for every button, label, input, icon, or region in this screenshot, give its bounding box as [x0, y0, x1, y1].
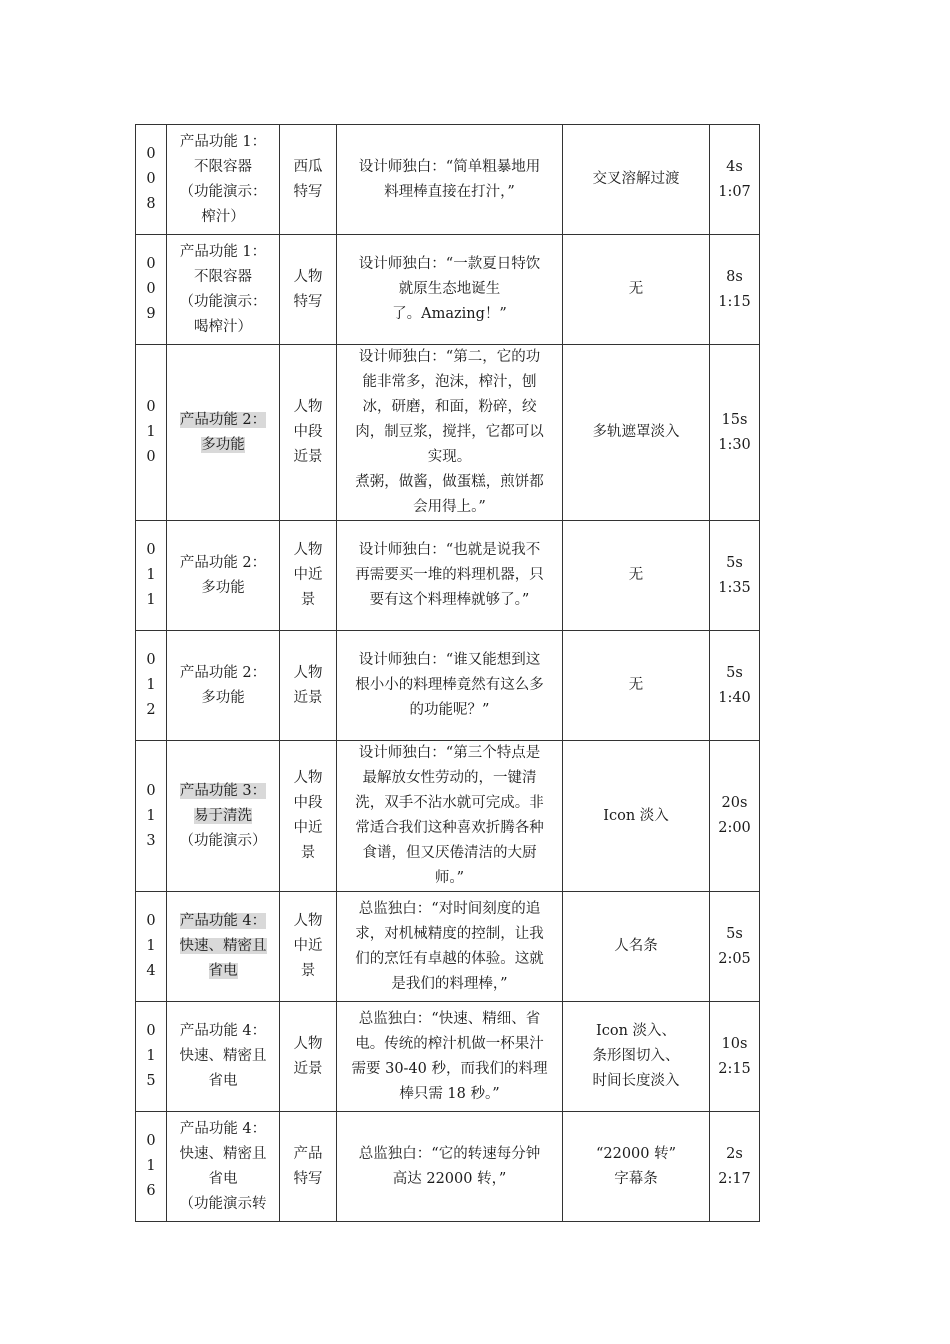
- product-function-cell: [167, 631, 280, 741]
- cell-text-line: 人物: [293, 268, 323, 285]
- cell-text-line: 煮粥，做酱，做蛋糕，煎饼都: [355, 474, 544, 490]
- cell-text-line: 景: [300, 845, 316, 861]
- cell-text-line: 设计师独白：“也就是说我不: [358, 542, 541, 558]
- effect-cell: [563, 1112, 710, 1222]
- cell-text-line: 人物: [293, 1035, 323, 1052]
- effect-cell: [563, 741, 710, 892]
- cell-text-line: 5s: [726, 554, 743, 571]
- cell-text-line: 省电: [208, 963, 238, 979]
- effect-cell: [563, 345, 710, 521]
- cell-text-line: 1: [146, 424, 156, 440]
- voiceover-cell: [337, 631, 563, 741]
- cell-text-line: 无: [628, 281, 644, 297]
- cell-text-line: 0: [146, 542, 156, 558]
- shot-type-cell: [280, 892, 337, 1002]
- cell-text-line: 多轨遮罩淡入: [592, 424, 680, 440]
- cell-text-line: 近景: [293, 1060, 323, 1077]
- shot-type-cell: [280, 521, 337, 631]
- cell-text-line: 人物: [293, 399, 323, 415]
- cell-text-line: 1: [146, 938, 156, 954]
- cell-text-line: 1:35: [718, 579, 751, 596]
- duration-cell: [710, 125, 760, 235]
- cell-text-line: 产品功能 1：: [179, 133, 267, 150]
- cell-text-line: 不限容器: [194, 268, 252, 285]
- table-body: [136, 125, 760, 1222]
- table-row: [136, 1002, 760, 1112]
- voiceover-cell: [337, 345, 563, 521]
- cell-text-line: 10s: [721, 1035, 748, 1052]
- cell-text-line: 5: [146, 1073, 156, 1089]
- product-function-cell: [167, 235, 280, 345]
- cell-text-line: 电。传统的榨汁机做一杯果汁: [355, 1035, 544, 1052]
- cell-text-line: 要有这个料理棒就够了。”: [369, 592, 530, 608]
- cell-text-line: 实现。: [427, 449, 472, 465]
- cell-text-line: （功能演示：: [179, 183, 267, 200]
- cell-text-line: 快速、精密且: [179, 1048, 267, 1064]
- shot-type-cell: [280, 345, 337, 521]
- product-function-cell: [167, 345, 280, 521]
- cell-text-line: 中段: [293, 424, 323, 440]
- cell-text-line: 中近: [293, 938, 323, 954]
- cell-text-line: 1:40: [718, 689, 751, 706]
- product-function-cell: [167, 1112, 280, 1222]
- cell-text-line: 0: [146, 1133, 156, 1149]
- shot-number-cell: [136, 521, 167, 631]
- cell-text-line: 6: [146, 1183, 156, 1199]
- product-function-cell: [167, 521, 280, 631]
- cell-text-line: 设计师独白：“一款夏日特饮: [358, 256, 541, 272]
- cell-text-line: 设计师独白：“谁又能想到这: [358, 652, 541, 668]
- cell-text-line: 0: [146, 281, 156, 297]
- cell-text-line: 多功能: [201, 689, 245, 706]
- product-function-cell: [167, 125, 280, 235]
- cell-text-line: Icon 淡入、: [595, 1023, 677, 1039]
- cell-text-line: 求，对机械精度的控制，让我: [355, 925, 544, 942]
- cell-text-line: 总监独白：“快速、精细、省: [358, 1010, 541, 1027]
- duration-cell: [710, 345, 760, 521]
- shot-number-cell: [136, 631, 167, 741]
- product-function-cell: [167, 1002, 280, 1112]
- cell-text-line: 人物: [293, 913, 323, 929]
- cell-text-line: 0: [146, 256, 156, 272]
- cell-text-line: 设计师独白：“第二，它的功: [358, 349, 541, 365]
- duration-cell: [710, 1002, 760, 1112]
- cell-text-line: 3: [146, 832, 156, 849]
- cell-text-line: 人名条: [614, 938, 658, 954]
- cell-text-line: 多功能: [201, 436, 245, 453]
- table-row: [136, 235, 760, 345]
- voiceover-cell: [337, 235, 563, 345]
- effect-cell: [563, 892, 710, 1002]
- cell-text-line: 喝榨汁）: [194, 318, 252, 335]
- effect-cell: [563, 631, 710, 741]
- cell-text-line: 中近: [293, 567, 323, 583]
- duration-cell: [710, 741, 760, 892]
- cell-text-line: 0: [146, 171, 156, 187]
- cell-text-line: 常适合我们这种喜欢折腾各种: [355, 820, 544, 836]
- cell-text-line: 2:15: [718, 1060, 751, 1077]
- cell-text-line: 再需要买一堆的料理机器，只: [355, 567, 544, 583]
- voiceover-cell: [337, 892, 563, 1002]
- cell-text-line: 0: [146, 399, 156, 415]
- cell-text-line: （功能演示转: [179, 1195, 267, 1212]
- cell-text-line: 近景: [293, 689, 323, 706]
- cell-text-line: 9: [146, 306, 156, 322]
- cell-text-line: 0: [146, 146, 156, 162]
- cell-text-line: 0: [146, 449, 156, 465]
- shot-script-table: [135, 124, 760, 1222]
- cell-text-line: Icon 淡入: [603, 807, 669, 824]
- cell-text-line: 总监独白：“它的转速每分钟: [358, 1145, 541, 1162]
- product-function-cell: [167, 892, 280, 1002]
- cell-text-line: 总监独白：“对时间刻度的追: [358, 900, 541, 917]
- cell-text-line: 条形图切入、: [592, 1048, 680, 1064]
- cell-text-line: 人物: [293, 770, 323, 786]
- table-row: [136, 1112, 760, 1222]
- cell-text-line: “22000 转”: [595, 1145, 677, 1162]
- cell-text-line: 无: [628, 567, 644, 583]
- table-row: [136, 741, 760, 892]
- cell-text-line: 1: [146, 807, 156, 824]
- cell-text-line: 榨汁）: [201, 208, 245, 225]
- cell-text-line: 棒只需 18 秒。”: [399, 1085, 500, 1102]
- cell-text-line: 产品功能 4：: [179, 913, 267, 929]
- cell-text-line: 根小小的料理棒竟然有这么多: [355, 677, 544, 693]
- product-function-cell: [167, 741, 280, 892]
- effect-cell: [563, 125, 710, 235]
- cell-text-line: 洗，双手不沾水就可完成。非: [355, 795, 544, 811]
- cell-text-line: （功能演示：: [179, 293, 267, 310]
- cell-text-line: 省电: [208, 1073, 238, 1089]
- cell-text-line: 产品功能 3：: [179, 782, 267, 799]
- cell-text-line: 师。”: [434, 870, 465, 886]
- cell-text-line: 2: [146, 702, 156, 718]
- shot-number-cell: [136, 1002, 167, 1112]
- cell-text-line: 2s: [726, 1145, 743, 1162]
- duration-cell: [710, 892, 760, 1002]
- cell-text-line: 特写: [293, 293, 323, 310]
- cell-text-line: 多功能: [201, 579, 245, 596]
- cell-text-line: 8: [146, 196, 156, 212]
- cell-text-line: 需要 30-40 秒，而我们的料理: [351, 1060, 548, 1077]
- cell-text-line: 特写: [293, 1170, 323, 1187]
- voiceover-cell: [337, 741, 563, 892]
- duration-cell: [710, 235, 760, 345]
- duration-cell: [710, 521, 760, 631]
- shot-type-cell: [280, 631, 337, 741]
- cell-text-line: 15s: [721, 411, 748, 428]
- cell-text-line: 2:00: [718, 820, 751, 836]
- cell-text-line: 西瓜: [293, 158, 323, 175]
- cell-text-line: 是我们的料理棒，”: [391, 975, 508, 992]
- cell-text-line: 1: [146, 567, 156, 583]
- cell-text-line: 景: [300, 963, 316, 979]
- shot-type-cell: [280, 741, 337, 892]
- cell-text-line: 8s: [726, 268, 743, 285]
- cell-text-line: 人物: [293, 664, 323, 681]
- shot-type-cell: [280, 125, 337, 235]
- cell-text-line: 快速、精密且: [179, 938, 267, 954]
- cell-text-line: 设计师独白：“简单粗暴地用: [358, 158, 541, 175]
- cell-text-line: 字幕条: [614, 1170, 658, 1187]
- shot-type-cell: [280, 1112, 337, 1222]
- cell-text-line: 中近: [293, 820, 323, 836]
- shot-type-cell: [280, 235, 337, 345]
- voiceover-cell: [337, 1002, 563, 1112]
- cell-text-line: 了。Amazing！”: [392, 306, 507, 322]
- cell-text-line: 2:05: [718, 950, 751, 967]
- cell-text-line: 就原生态地诞生: [398, 281, 501, 297]
- shot-type-cell: [280, 1002, 337, 1112]
- effect-cell: [563, 1002, 710, 1112]
- cell-text-line: 高达 22000 转，”: [392, 1170, 507, 1187]
- cell-text-line: 1: [146, 1158, 156, 1174]
- cell-text-line: 易于清洗: [194, 807, 252, 824]
- cell-text-line: 最解放女性劳动的，一键清: [362, 770, 537, 786]
- table-row: [136, 631, 760, 741]
- cell-text-line: 0: [146, 782, 156, 799]
- cell-text-line: 产品功能 2：: [179, 664, 267, 681]
- cell-text-line: （功能演示）: [179, 832, 267, 849]
- effect-cell: [563, 521, 710, 631]
- effect-cell: [563, 235, 710, 345]
- cell-text-line: 2:17: [718, 1170, 751, 1187]
- cell-text-line: 1: [146, 592, 156, 608]
- cell-text-line: 产品功能 4：: [179, 1120, 267, 1137]
- cell-text-line: 0: [146, 652, 156, 668]
- cell-text-line: 5s: [726, 925, 743, 942]
- cell-text-line: 5s: [726, 664, 743, 681]
- cell-text-line: 产品: [293, 1145, 323, 1162]
- cell-text-line: 食谱，但又厌倦清洁的大厨: [362, 845, 537, 861]
- table-row: [136, 892, 760, 1002]
- table-row: [136, 125, 760, 235]
- cell-text-line: 省电: [208, 1170, 238, 1187]
- cell-text-line: 特写: [293, 183, 323, 200]
- cell-text-line: 时间长度淡入: [592, 1073, 680, 1089]
- cell-text-line: 快速、精密且: [179, 1145, 267, 1162]
- shot-number-cell: [136, 345, 167, 521]
- cell-text-line: 4: [146, 963, 156, 979]
- cell-text-line: 4s: [726, 158, 743, 175]
- table-row: [136, 345, 760, 521]
- cell-text-line: 1:30: [718, 436, 751, 453]
- voiceover-cell: [337, 1112, 563, 1222]
- cell-text-line: 会用得上。”: [413, 499, 486, 515]
- cell-text-line: 0: [146, 1023, 156, 1039]
- cell-text-line: 交叉溶解过渡: [592, 171, 680, 187]
- table-row: [136, 521, 760, 631]
- cell-text-line: 产品功能 4：: [179, 1023, 267, 1039]
- cell-text-line: 产品功能 2：: [179, 554, 267, 571]
- cell-text-line: 们的烹饪有卓越的体验。这就: [355, 950, 544, 967]
- cell-text-line: 产品功能 1：: [179, 243, 267, 260]
- voiceover-cell: [337, 521, 563, 631]
- duration-cell: [710, 631, 760, 741]
- cell-text-line: 20s: [721, 795, 748, 811]
- shot-number-cell: [136, 235, 167, 345]
- cell-text-line: 1:15: [718, 293, 751, 310]
- cell-text-line: 1: [146, 1048, 156, 1064]
- voiceover-cell: [337, 125, 563, 235]
- cell-text-line: 无: [628, 677, 644, 693]
- cell-text-line: 产品功能 2：: [179, 411, 267, 428]
- cell-text-line: 肉，制豆浆，搅拌，它都可以: [355, 424, 544, 440]
- duration-cell: [710, 1112, 760, 1222]
- cell-text-line: 0: [146, 913, 156, 929]
- cell-text-line: 1: [146, 677, 156, 693]
- shot-number-cell: [136, 741, 167, 892]
- shot-number-cell: [136, 125, 167, 235]
- cell-text-line: 景: [300, 592, 316, 608]
- cell-text-line: 料理棒直接在打汁，”: [384, 183, 515, 200]
- cell-text-line: 人物: [293, 542, 323, 558]
- cell-text-line: 不限容器: [194, 158, 252, 175]
- cell-text-line: 冰，研磨，和面，粉碎，绞: [362, 399, 537, 415]
- shot-number-cell: [136, 892, 167, 1002]
- cell-text-line: 1:07: [718, 183, 751, 200]
- cell-text-line: 近景: [293, 449, 323, 465]
- cell-text-line: 能非常多，泡沫，榨汁，刨: [362, 374, 537, 390]
- cell-text-line: 设计师独白：“第三个特点是: [358, 745, 541, 761]
- cell-text-line: 中段: [293, 795, 323, 811]
- cell-text-line: 的功能呢？”: [409, 702, 490, 718]
- shot-number-cell: [136, 1112, 167, 1222]
